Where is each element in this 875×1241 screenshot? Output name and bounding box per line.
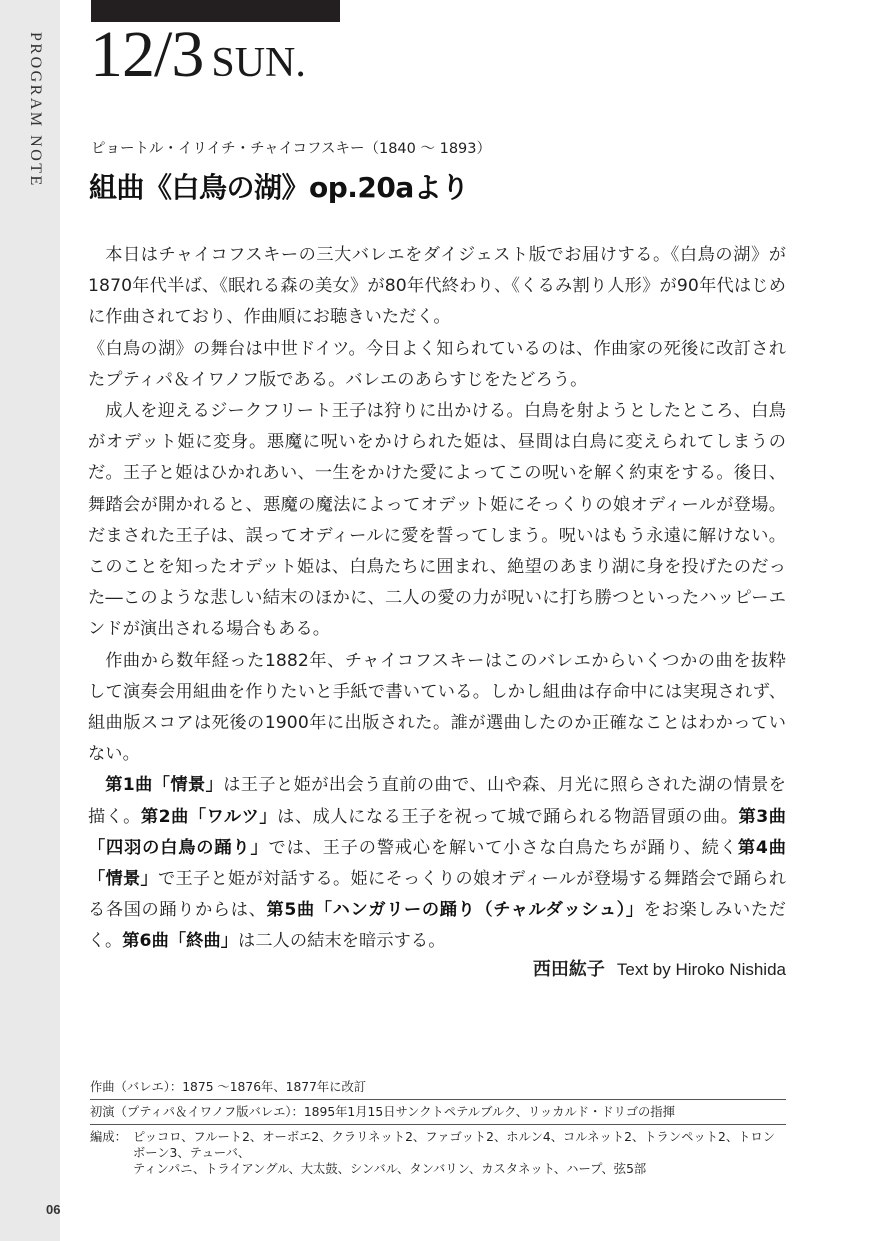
- date-day: SUN.: [211, 40, 306, 86]
- instrumentation-list: [133, 1129, 786, 1177]
- movement-2-title: 第2曲「ワルツ」: [140, 806, 278, 827]
- movement-5-title: 第5曲「ハンガリーの踊り（チャルダッシュ）」: [266, 900, 644, 921]
- instrumentation-info: [90, 1124, 786, 1180]
- article-body: [88, 240, 786, 958]
- paragraph-3: 成人を迎えるジークフリート王子は狩りに出かける。白鳥を射ようとしたところ、白鳥がオデット姫に変身。悪魔に呪いをかけられた姫は、昼間は白鳥に変えられてしまうのだ。王子と姫はひかれあい、一生をかけた愛によってこの呪いを解く約束をする。後日、舞踏会が開かれると、悪魔の魔法によってオデット姫にそっくりの娘オディールが登場。だまされた王子は、誤ってオディールに愛を誓ってしまう。呪いはもう永遠に解けない。このことを知ったオデット姫は、白鳥たちに囲まれ、絶望のあまり湖に身を投げたのだった―このような悲しい結末のほかに、二人の愛の力が呪いに打ち勝つといったハッピーエンドが演出される場合もある。: [88, 401, 786, 640]
- paragraph-2: 《白鳥の湖》の舞台は中世ドイツ。今日よく知られているのは、作曲家の死後に改訂されたプティパ＆イワノフ版である。バレエのあらすじをたどろう。: [88, 338, 786, 390]
- movement-3-title: 第3曲「四羽の白鳥の踊り」: [88, 806, 786, 858]
- work-info: [90, 1078, 786, 1180]
- paragraph-4: 作曲から数年経った1882年、チャイコフスキーはこのバレエからいくつかの曲を抜粋して演奏会用組曲を作りたいと手紙で書いている。しかし組曲は存命中には実現されず、組曲版スコアは死後の1900年に出版された。誰が選曲したのか正確なことはわかっていない。: [88, 650, 786, 765]
- instrumentation-line-1: ピッコロ、フルート2、オーボエ2、クラリネット2、ファゴット2、ホルン4、コルネット2、トランペット2、トロンボーン3、テューバ、: [132, 1130, 776, 1160]
- work-title: 組曲《白鳥の湖》op.20aより: [89, 171, 469, 204]
- date-number: 12/3: [90, 18, 204, 91]
- instrumentation-line-2: ティンパニ、トライアングル、大太鼓、シンバル、タンバリン、カスタネット、ハープ、弦5部: [132, 1162, 647, 1176]
- author-name-ja: 西田紘子: [532, 959, 605, 980]
- movement-4-title: 第4曲「情景」: [88, 837, 786, 890]
- paragraph-5: [88, 770, 786, 957]
- premiere-info: 初演（プティパ＆イワノフ版バレエ）：1895年1月15日サンクトペテルブルク、リッカルド・ドリゴの指揮: [90, 1099, 786, 1124]
- movement-2-text: は、成人になる王子を祝って城で踊られる物語冒頭の曲。: [277, 806, 739, 827]
- movement-1-title: 第1曲「情景」: [105, 775, 224, 796]
- concert-date: [90, 18, 306, 91]
- instrumentation-label: 編成：: [90, 1130, 127, 1144]
- author-name-en: Text by Hiroko Nishida: [616, 960, 786, 979]
- composition-info: 作曲（バレエ）：1875 ～1876年、1877年に改訂: [90, 1080, 367, 1094]
- program-note-label: PROGRAM NOTE: [27, 32, 44, 188]
- movement-4-text: で王子と姫が対話する。姫にそっくりの娘オディールが登場する舞踏会で踊られる各国の踊りからは、: [88, 869, 786, 921]
- sidebar: [0, 0, 60, 1241]
- movement-6-title: 第6曲「終曲」: [122, 931, 239, 952]
- author-signature: [533, 955, 786, 981]
- paragraph-1: 本日はチャイコフスキーの三大バレエをダイジェスト版でお届けする。《白鳥の湖》が1870年代半ば、《眠れる森の美女》が80年代終わり、《くるみ割り人形》が90年代はじめに作曲されており、作曲順にお聴きいただく。: [88, 245, 786, 328]
- page-number: 06: [46, 1202, 61, 1217]
- movement-6-text: は二人の結末を暗示する。: [238, 931, 446, 952]
- movement-5-text: をお楽しみいただく。: [88, 900, 786, 952]
- movement-3-text: では、王子の警戒心を解いて小さな白鳥たちが踊り、続く: [268, 837, 738, 858]
- composer-line: ピョートル・イリイチ・チャイコフスキー（1840 ～ 1893）: [91, 141, 491, 157]
- movement-1-text: は王子と姫が出会う直前の曲で、山や森、月光に照らされた湖の情景を描く。: [88, 775, 786, 827]
